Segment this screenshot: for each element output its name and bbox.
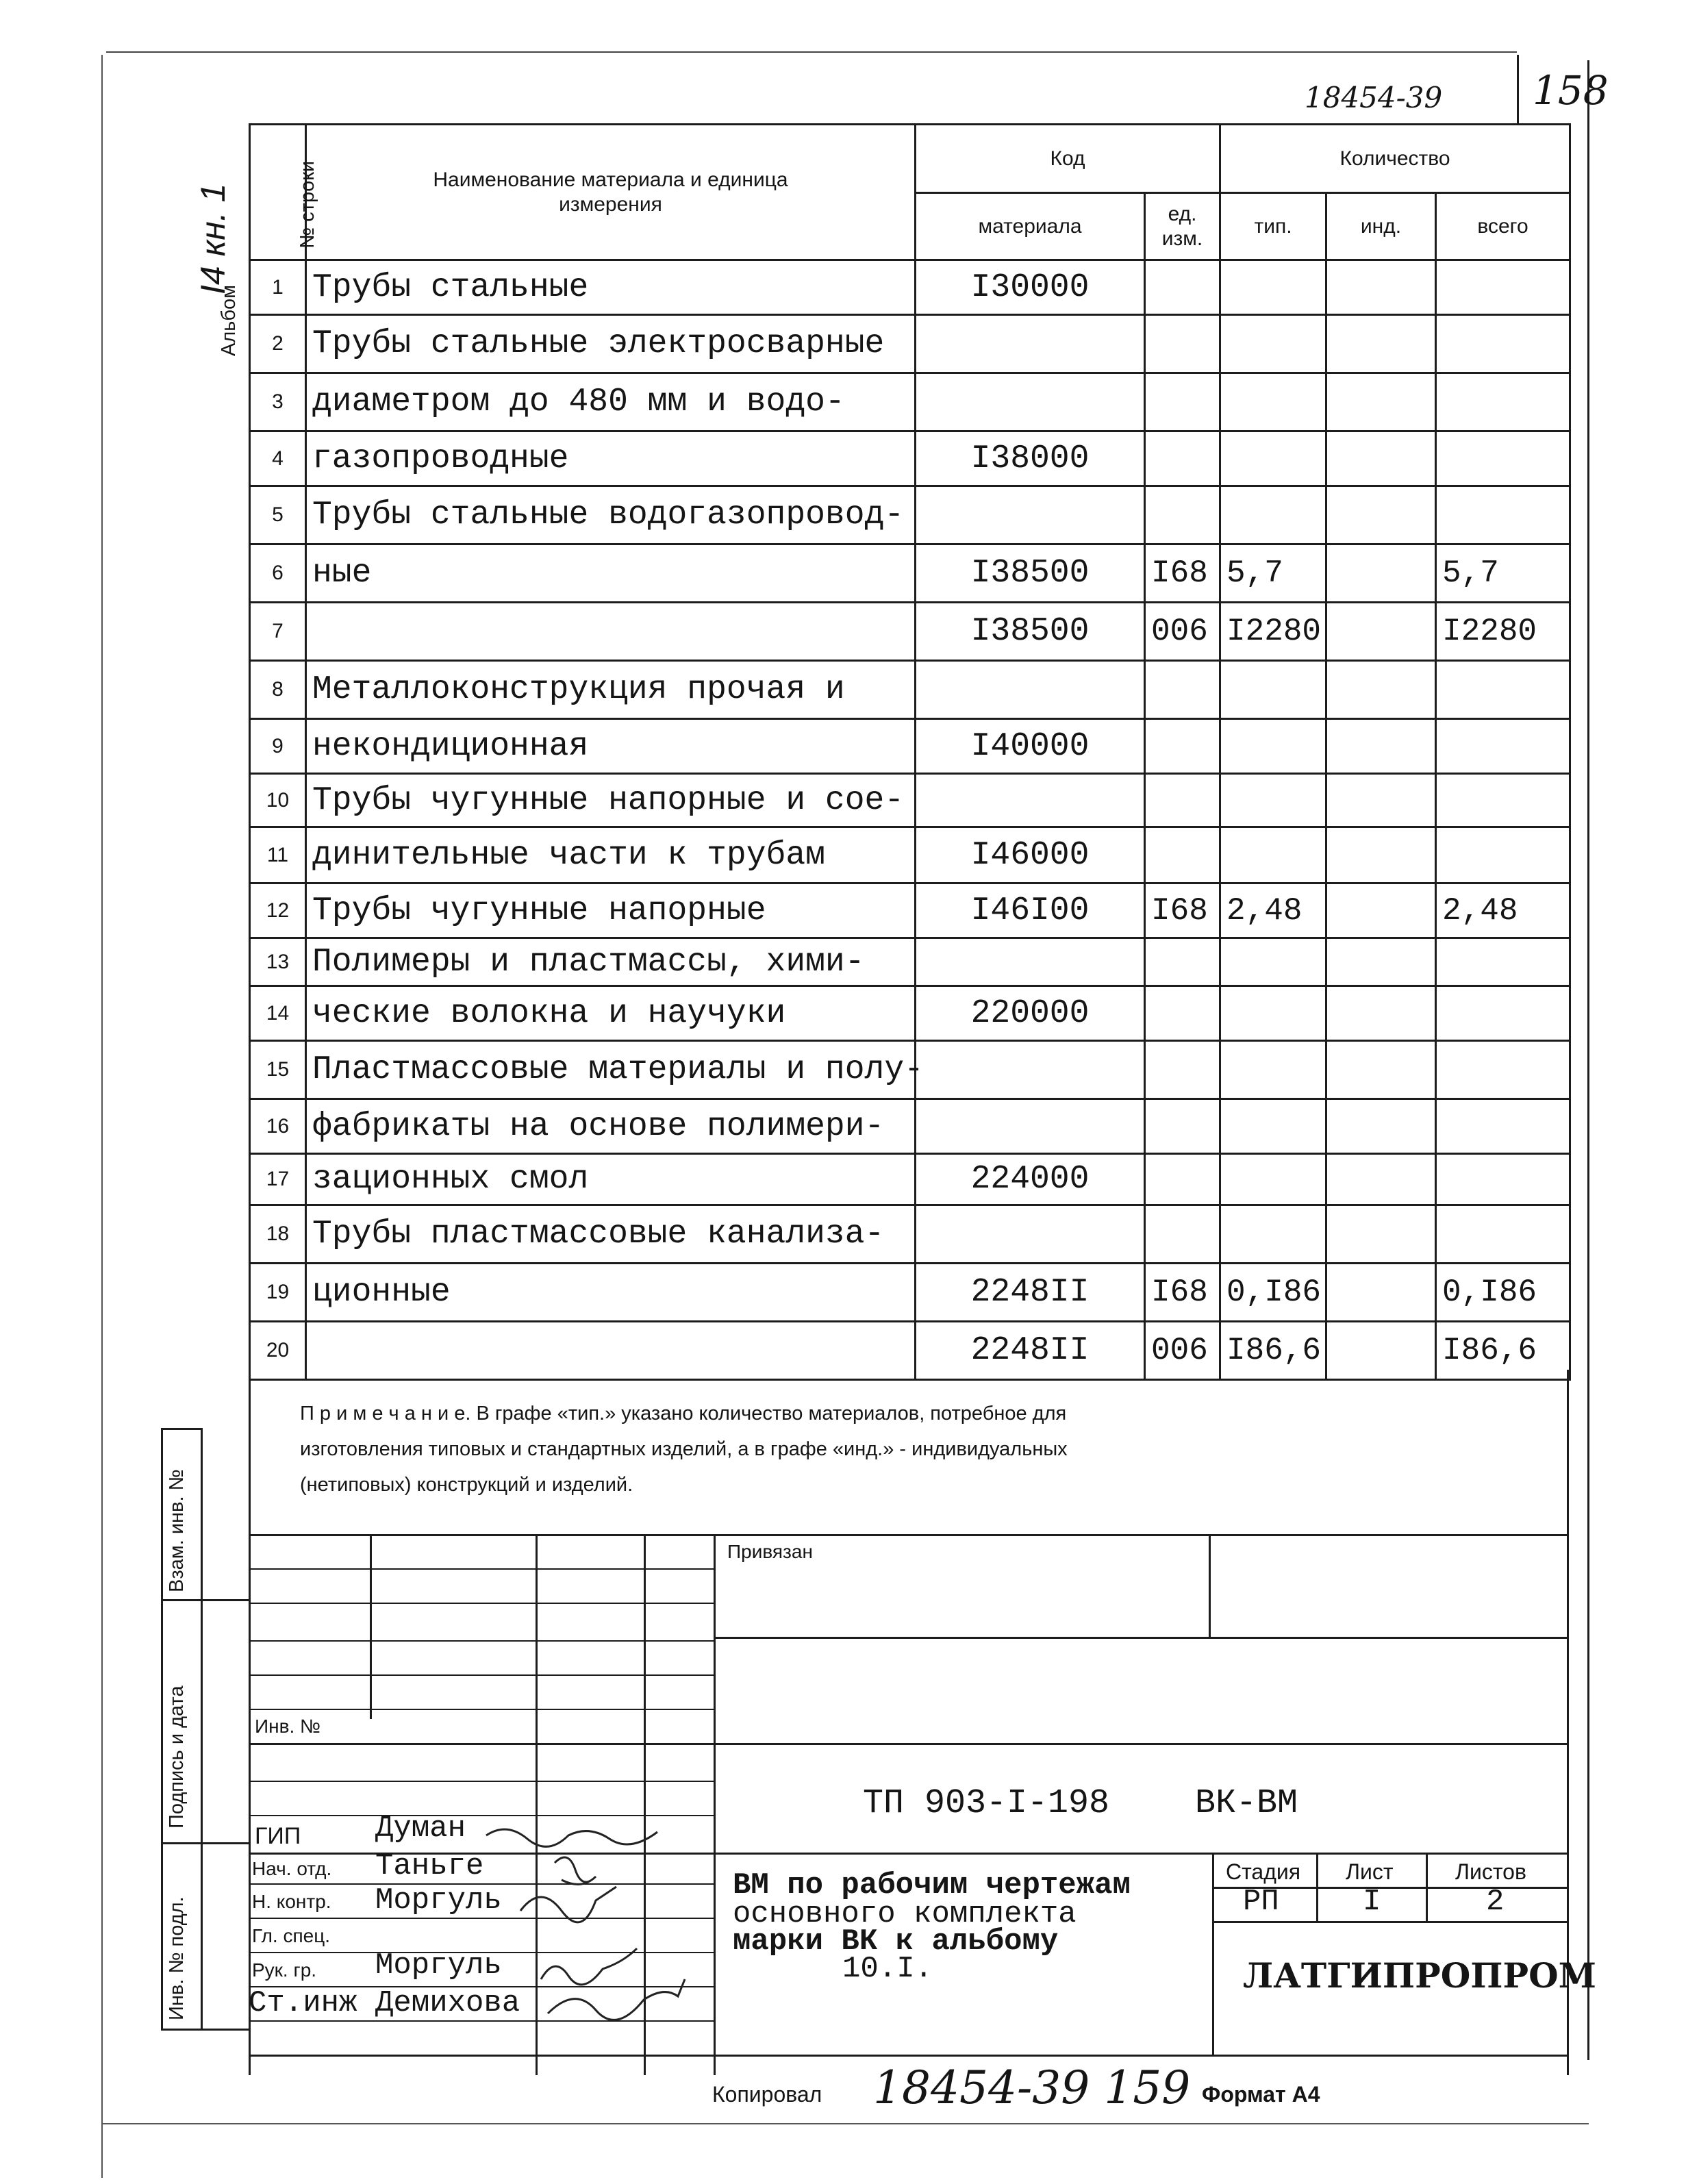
- stage-value: РП: [1243, 1885, 1279, 1919]
- note-left-border: [249, 1370, 251, 2075]
- table-row: 20 2248II 006 I86,6 I86,6: [250, 1322, 1570, 1380]
- table-row: 2 Трубы стальные электросварные: [250, 315, 1570, 373]
- name-n-kontr: Моргуль: [375, 1883, 502, 1918]
- description-line-4: 10.I.: [842, 1952, 933, 1986]
- role-ruk-gr: Рук. гр.: [252, 1959, 317, 1981]
- description-line-2: основного комплекта: [733, 1897, 1077, 1931]
- tb-stage-col-1: [1316, 1853, 1318, 1921]
- header-code-unit: ед. изм.: [1145, 193, 1220, 260]
- table-row: 4 газопроводные I38000: [250, 431, 1570, 486]
- header-code: Код: [916, 125, 1220, 193]
- top-number: 18454-39: [1305, 81, 1443, 114]
- frame-top-left: [106, 51, 1517, 53]
- name-gip: Думан: [375, 1811, 466, 1846]
- tb-row-3: [249, 1640, 714, 1642]
- side-top: [161, 1428, 202, 1430]
- header-qty-total: всего: [1436, 193, 1570, 260]
- frame-left: [101, 55, 103, 2178]
- tb-bottom: [249, 2055, 1569, 2057]
- side-label-vzam: Взам. инв. №: [166, 1469, 188, 1592]
- table-row: 12 Трубы чугунные напорные I46I00 I68 2,48 2,48: [250, 883, 1570, 938]
- tb-row-1: [249, 1568, 714, 1570]
- table-row: 15 Пластмассовые материалы и полу-: [250, 1041, 1570, 1099]
- role-st-inzh: Ст.инж: [249, 1986, 357, 2020]
- frame-bottom: [103, 2123, 1589, 2124]
- tb-stage-row-2: [1212, 1921, 1568, 1923]
- side-bottom: [161, 2029, 250, 2031]
- note-line-2: изготовления типовых и стандартных изделий, а в графе «инд.» - индивидуальных: [300, 1438, 1068, 1460]
- header-qty-type: тип.: [1220, 193, 1326, 260]
- page-number: 158: [1533, 67, 1609, 114]
- name-nach-otd: Таньге: [375, 1849, 484, 1883]
- format-label: Формат А4: [1202, 2082, 1320, 2107]
- table-row: 18 Трубы пластмассовые канализа-: [250, 1205, 1570, 1264]
- sheet-value: I: [1363, 1885, 1381, 1919]
- organization: ЛАТГИПРОПРОМ: [1243, 1955, 1596, 1996]
- header-code-material: материала: [916, 193, 1145, 260]
- copied-label: Копировал: [712, 2082, 822, 2107]
- table-row: 9 некондиционная I40000: [250, 719, 1570, 774]
- frame-right: [1587, 60, 1589, 2060]
- table-row: 14 ческие волокна и научуки 220000: [250, 986, 1570, 1041]
- sheets-label: Листов: [1455, 1859, 1526, 1884]
- signatures-drawing: [479, 1808, 753, 2082]
- sheet-label: Лист: [1346, 1859, 1394, 1884]
- table-row: 5 Трубы стальные водогазопровод-: [250, 486, 1570, 544]
- table-row: 7 I38500 006 I2280 I2280: [250, 603, 1570, 661]
- sheets-value: 2: [1486, 1885, 1505, 1919]
- tb-row-2: [249, 1603, 714, 1604]
- table-row: 16 фабрикаты на основе полимери-: [250, 1099, 1570, 1154]
- side-div-2: [161, 1842, 250, 1844]
- table-row: 6 ные I38500 I68 5,7 5,7: [250, 544, 1570, 603]
- tb-row-6: [249, 1781, 714, 1782]
- table-row: 13 Полимеры и пластмассы, хими-: [250, 938, 1570, 986]
- tb-row-privyazan: [714, 1637, 1568, 1639]
- tb-stage-left: [1212, 1853, 1214, 2055]
- tb-stage-col-2: [1426, 1853, 1428, 1921]
- table-row: 8 Металлоконструкция прочая и: [250, 661, 1570, 719]
- description-line-3: марки ВК к альбому: [733, 1924, 1059, 1959]
- album-value: I4 кн. 1: [194, 183, 232, 294]
- side-div-1: [161, 1599, 250, 1601]
- name-ruk-gr: Моргуль: [375, 1948, 502, 1983]
- document-mark: ВК-ВМ: [1195, 1784, 1298, 1823]
- side-column-left: [161, 1428, 163, 2031]
- table-row: 3 диаметром до 480 мм и водо-: [250, 373, 1570, 431]
- header-qty-ind: инд.: [1326, 193, 1436, 260]
- role-n-kontr: Н. контр.: [252, 1891, 331, 1912]
- materials-table: [249, 123, 1571, 1381]
- side-column-mid: [201, 1428, 203, 2031]
- table-row: 19 ционные 2248II I68 0,I86 0,I86: [250, 1264, 1570, 1322]
- copied-value: 18454-39 159: [873, 2061, 1191, 2114]
- name-st-inzh: Демихова: [375, 1986, 520, 2020]
- tb-top: [249, 1534, 1569, 1536]
- note-line-3: (нетиповых) конструкций и изделий.: [300, 1474, 633, 1496]
- album-label: Альбом: [218, 284, 240, 356]
- privyazan-label: Привязан: [727, 1541, 813, 1562]
- tb-row-4: [249, 1674, 714, 1676]
- side-label-inv-podl: Инв. № подл.: [166, 1896, 188, 2020]
- table-row: 10 Трубы чугунные напорные и сое-: [250, 774, 1570, 827]
- document-code: ТП 903-I-198: [863, 1784, 1110, 1823]
- role-gl-spec: Гл. спец.: [252, 1925, 331, 1946]
- role-gip: ГИП: [255, 1823, 301, 1849]
- table-row: 17 зационных смол 224000: [250, 1154, 1570, 1205]
- tb-row-5: [249, 1709, 714, 1710]
- role-nach-otd: Нач. отд.: [252, 1858, 332, 1879]
- inv-no-label: Инв. №: [255, 1716, 321, 1737]
- header-name: Наименование материала и единица измерения: [306, 125, 916, 260]
- header-quantity: Количество: [1220, 125, 1570, 193]
- table-row: 11 динительные части к трубам I46000: [250, 827, 1570, 883]
- description-line-1: ВМ по рабочим чертежам: [733, 1868, 1131, 1903]
- table-row: 1 Трубы стальные I30000: [250, 260, 1570, 315]
- page-number-divider: [1517, 55, 1519, 123]
- note-line-1: П р и м е ч а н и е. В графе «тип.» указано количество материалов, потребное для: [300, 1403, 1067, 1424]
- header-row-no: № строки: [250, 125, 306, 260]
- side-label-sign-date: Подпись и дата: [166, 1685, 188, 1829]
- tb-col-privyazan-right: [1209, 1534, 1211, 1637]
- tb-col-1: [370, 1534, 372, 1719]
- stage-label: Стадия: [1226, 1859, 1301, 1884]
- tb-row-inv: [249, 1743, 1569, 1745]
- table-body: [250, 260, 1570, 1380]
